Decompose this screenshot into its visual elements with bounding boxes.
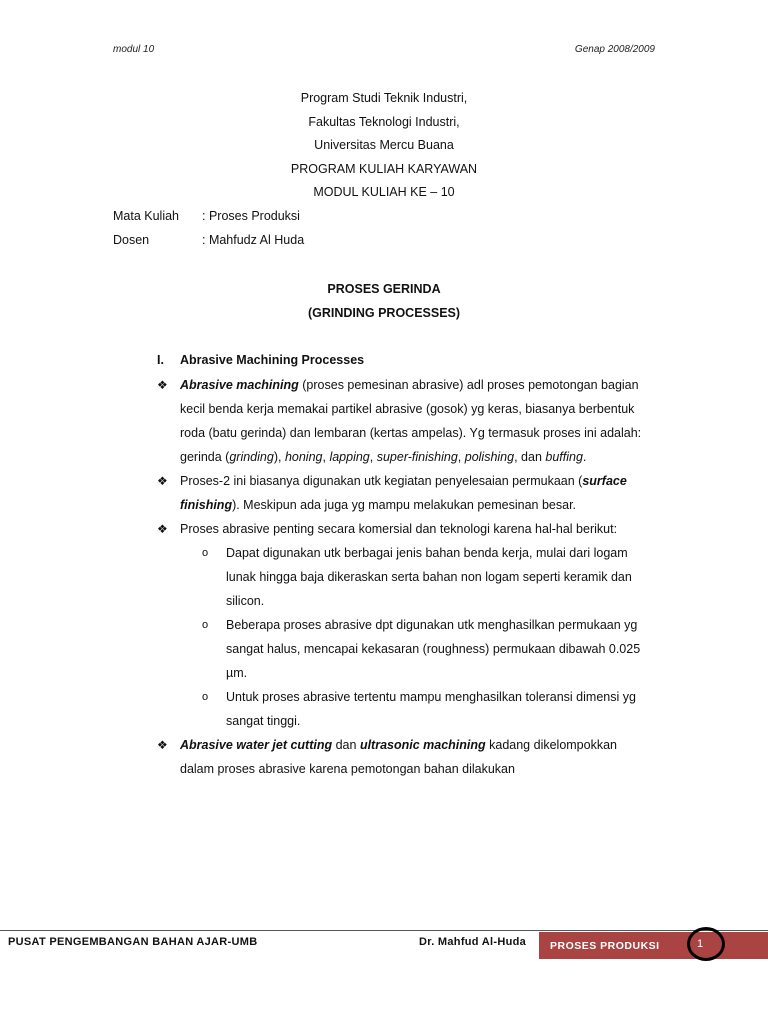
institution-line: Program Studi Teknik Industri,	[300, 91, 468, 105]
circle-bullet-icon: o	[202, 547, 209, 559]
diamond-bullet-icon: ❖	[157, 738, 168, 752]
term: Abrasive machining	[180, 378, 299, 392]
bullet-text: Proses abrasive penting secara komersial dan teknologi karena hal-hal berikut:	[180, 522, 618, 536]
page-circle-icon	[687, 927, 725, 961]
section-title: Abrasive Machining Processes	[180, 353, 365, 367]
bullet-item	[157, 469, 657, 517]
institution-line: MODUL KULIAH KE – 10	[313, 185, 455, 200]
sub-item-text: Beberapa proses abrasive dpt digunakan utk menghasilkan permukaan yg sangat halus, mencapai kekasaran (roughness) permukaan dibawah 0.025 µm.	[226, 618, 641, 680]
institution-block	[0, 87, 768, 205]
course-row	[113, 205, 304, 229]
footer-course: PROSES PRODUKSI	[550, 940, 660, 952]
footer-publisher: PUSAT PENGEMBANGAN BAHAN AJAR-UMB	[8, 936, 258, 948]
sub-list-item	[202, 685, 657, 733]
header-module: modul 10	[113, 44, 155, 55]
diamond-bullet-icon: ❖	[157, 474, 168, 488]
institution-line: PROGRAM KULIAH KARYAWAN	[290, 161, 478, 176]
bullet-item	[157, 733, 657, 781]
term: Abrasive water jet cutting	[180, 738, 333, 752]
bullet-item	[157, 517, 657, 541]
footer-author: Dr. Mahfud Al-Huda	[419, 936, 527, 948]
lecturer-value: : Mahfudz Al Huda	[202, 232, 305, 247]
bullet-text: Abrasive water jet cutting dan ultrasonic machining kadang dikelompokkan dalam proses abrasive karena pemotongan bahan dilakukan	[180, 738, 617, 776]
footer-divider	[0, 930, 768, 931]
sub-list-item	[202, 541, 657, 613]
lecturer-label: Dosen	[113, 232, 150, 247]
circle-bullet-icon: o	[202, 619, 209, 631]
section-heading	[157, 348, 364, 372]
course-meta	[113, 205, 304, 252]
diamond-bullet-icon: ❖	[157, 378, 168, 392]
institution-line: Fakultas Teknologi Industri,	[308, 114, 460, 129]
bullet-list	[157, 373, 657, 781]
sub-item-text: Untuk proses abrasive tertentu mampu menghasilkan toleransi dimensi yg sangat tinggi.	[226, 690, 636, 728]
header-semester: Genap 2008/2009	[574, 44, 655, 55]
diamond-bullet-icon: ❖	[157, 522, 168, 536]
sub-list-item	[202, 613, 657, 685]
bullet-item	[157, 373, 657, 469]
course-label: Mata Kuliah	[113, 209, 180, 223]
lecturer-row	[113, 229, 304, 253]
bullet-text: Proses-2 ini biasanya digunakan utk kegiatan penyelesaian permukaan (surface finishing). Meskipun ada juga yg mampu melakukan pemesinan besar.	[180, 474, 627, 512]
bullet-text: Abrasive machining (proses pemesinan abrasive) adl proses pemotongan bagian kecil benda kerja memakai partikel abrasive (gosok) yg keras, biasanya berbentuk roda (batu gerinda) dan lembaran (kertas ampelas). Yg termasuk proses ini adalah: gerinda (grinding), honing, lapping, super-finishing, polishing, dan buffing.	[180, 378, 642, 464]
footer-course-bar	[539, 932, 768, 959]
document-title	[0, 277, 768, 325]
term: surface finishing	[180, 474, 627, 512]
title-main: PROSES GERINDA	[327, 282, 441, 296]
institution-line: Universitas Mercu Buana	[314, 138, 454, 153]
term: ultrasonic machining	[359, 738, 486, 752]
sub-item-text: Dapat digunakan utk berbagai jenis bahan benda kerja, mulai dari logam lunak hingga baja dikeraskan serta bahan non logam seperti keramik dan silicon.	[226, 546, 632, 608]
circle-bullet-icon: o	[202, 691, 209, 703]
title-sub: (GRINDING PROCESSES)	[307, 306, 461, 320]
section-number: I.	[157, 353, 164, 367]
course-value: : Proses Produksi	[202, 209, 300, 223]
page-number: 1	[697, 938, 704, 950]
